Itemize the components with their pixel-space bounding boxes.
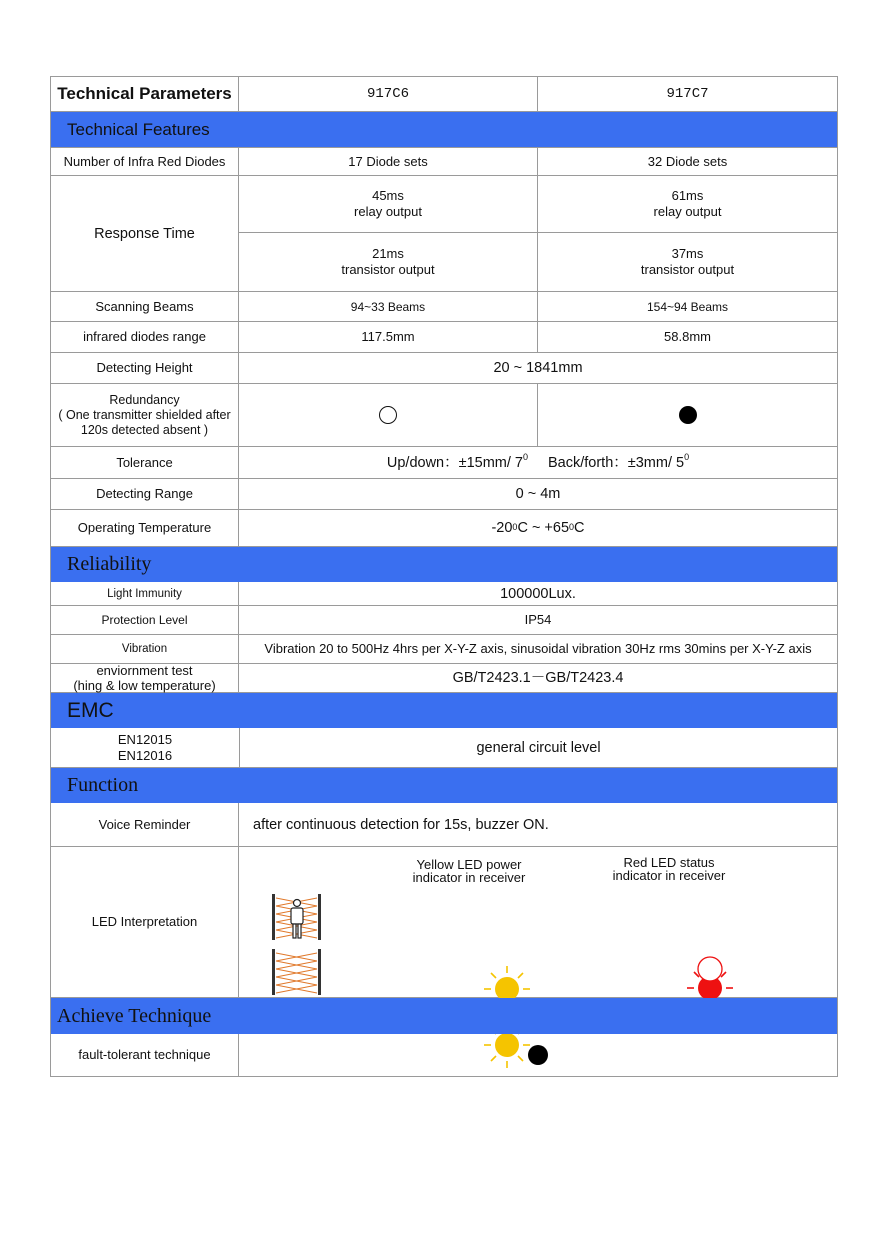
beams-b: 154~94 Beams xyxy=(538,292,838,322)
spec-table xyxy=(50,76,838,1077)
row-label-beams: Scanning Beams xyxy=(50,292,239,322)
response-transistor-a xyxy=(239,233,538,292)
diode-range-b: 58.8mm xyxy=(538,322,838,353)
response-transistor-b xyxy=(538,233,838,292)
row-label-detect-range: Detecting Range xyxy=(50,479,239,510)
row-label-diodes: Number of Infra Red Diodes xyxy=(50,147,239,176)
header-model-a: 917C6 xyxy=(239,76,538,112)
row-label-protection: Protection Level xyxy=(50,606,239,635)
row-label-tolerance: Tolerance xyxy=(50,447,239,479)
light-value: 100000Lux. xyxy=(239,582,838,606)
response-type: transistor output xyxy=(640,262,735,277)
header-model-b: 917C7 xyxy=(538,76,838,112)
redundancy-line: ( One transmitter shielded after xyxy=(58,407,231,422)
section-function xyxy=(50,768,838,803)
section-technical-features xyxy=(50,112,838,147)
open-circle-icon xyxy=(379,406,397,424)
section-title: EMC xyxy=(67,698,114,722)
response-time: 21ms xyxy=(372,246,404,261)
row-label-diode-range: infrared diodes range xyxy=(50,322,239,353)
emc-value: general circuit level xyxy=(240,728,838,768)
row-label-led: LED Interpretation xyxy=(50,847,239,998)
redundancy-a xyxy=(239,384,538,447)
response-type: relay output xyxy=(354,204,422,219)
tolerance-backforth: Back/forth：±3mm/ $5^0$ xyxy=(548,451,690,471)
tolerance-value xyxy=(239,447,838,479)
tolerance-updown: Up/down：±15mm/ $7^0$ xyxy=(386,451,528,471)
section-title: Achieve Technique xyxy=(57,1004,212,1027)
diodes-a: 17 Diode sets xyxy=(239,147,538,176)
section-reliability xyxy=(50,547,838,582)
section-title: Reliability xyxy=(67,553,152,575)
diode-range-a: 117.5mm xyxy=(239,322,538,353)
section-title: Function xyxy=(67,774,139,796)
row-label-redundancy xyxy=(50,384,239,447)
response-relay-b xyxy=(538,176,838,233)
section-achieve-technique xyxy=(50,998,838,1034)
red-led-caption: Red LED status indicator in receiver xyxy=(612,855,726,883)
row-label-response: Response Time xyxy=(50,176,239,292)
op-temp-value: -20 $^0$ C ~ +65 $^0$ C xyxy=(239,510,838,547)
light-curtain-blocked-icon xyxy=(271,893,323,941)
vibration-value: Vibration 20 to 500Hz 4hrs per X-Y-Z axis, sinusoidal vibration 30Hz rms 30mins per X-Y-Z axis xyxy=(239,635,838,664)
protection-value: IP54 xyxy=(239,606,838,635)
header-param-label: Technical Parameters xyxy=(50,76,239,112)
detect-range-value: 0 ~ 4m xyxy=(239,479,838,510)
filled-circle-icon xyxy=(679,406,697,424)
yellow-led-caption: Yellow LED power indicator in receiver xyxy=(412,857,526,885)
env-value: GB/T2423.1－GB/T2423.4 xyxy=(239,664,838,693)
response-relay-a xyxy=(239,176,538,233)
response-time: 61ms xyxy=(671,188,704,203)
diodes-b: 32 Diode sets xyxy=(538,147,838,176)
emc-standard: EN12016 xyxy=(117,747,173,763)
response-type: relay output xyxy=(653,204,722,219)
row-label-vibration: Vibration xyxy=(50,635,239,664)
row-label-fault: fault-tolerant technique xyxy=(50,1034,239,1077)
redundancy-b xyxy=(538,384,838,447)
section-emc xyxy=(50,693,838,728)
redundancy-line: 120s detected absent ) xyxy=(80,422,209,437)
row-label-light: Light Immunity xyxy=(50,582,239,606)
section-title: Technical Features xyxy=(67,119,210,139)
row-label-height: Detecting Height xyxy=(50,353,239,384)
env-line: (hing & low temperature) xyxy=(73,678,216,693)
row-label-op-temp: Operating Temperature xyxy=(50,510,239,547)
row-label-voice: Voice Reminder xyxy=(50,803,239,847)
voice-value: after continuous detection for 15s, buzzer ON. xyxy=(239,803,838,847)
env-line: enviornment test xyxy=(96,663,193,678)
response-type: transistor output xyxy=(341,262,435,277)
fault-value xyxy=(239,1034,838,1077)
redundancy-line: Redundancy xyxy=(109,392,180,407)
row-label-emc xyxy=(50,728,240,768)
height-value: 20 ~ 1841mm xyxy=(239,353,838,384)
led-panel xyxy=(239,847,838,998)
red-led-off-icon xyxy=(696,955,724,983)
row-label-env xyxy=(50,664,239,693)
filled-circle-icon xyxy=(528,1045,548,1065)
response-time: 37ms xyxy=(671,246,704,261)
light-curtain-clear-icon xyxy=(271,948,323,996)
response-time: 45ms xyxy=(372,188,404,203)
emc-standard: EN12015 xyxy=(117,731,173,747)
beams-a: 94~33 Beams xyxy=(239,292,538,322)
